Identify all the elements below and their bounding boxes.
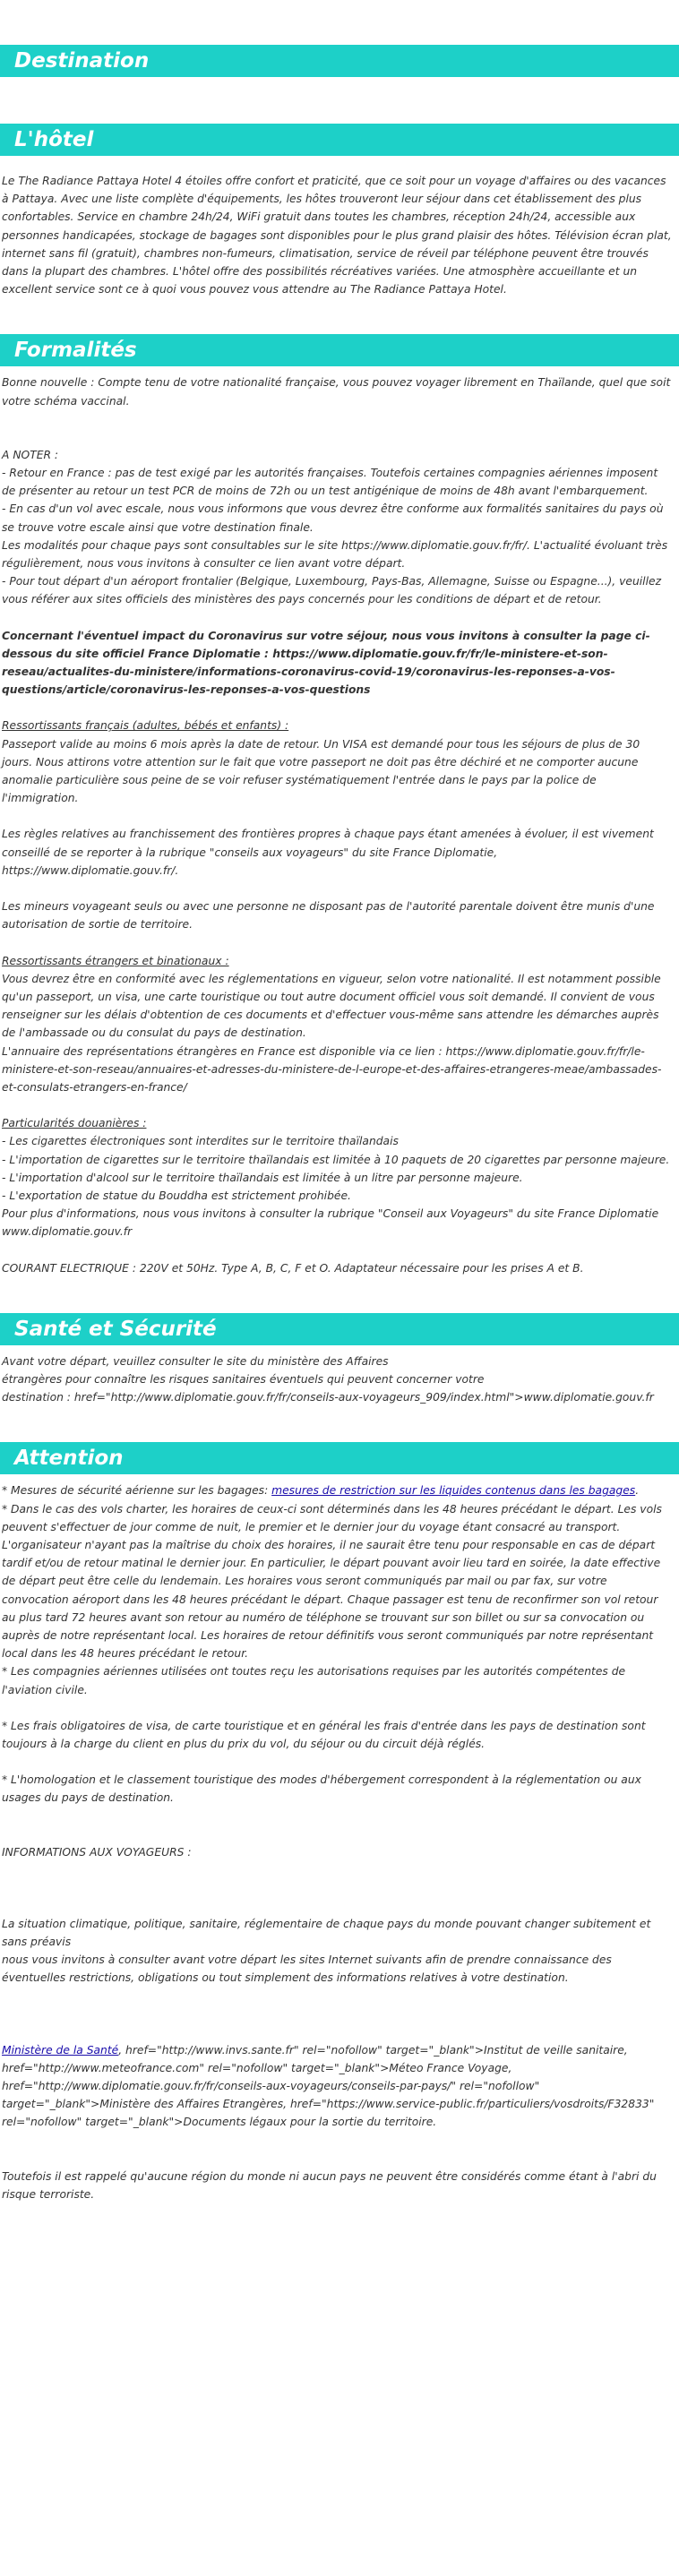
ressortissants-francais-title: Ressortissants français (adultes, bébés et enfants) : xyxy=(2,719,289,733)
douane-line: - L'importation d'alcool sur le territoire thaïlandais est limitée à un litre par personne majeure. xyxy=(2,1171,523,1184)
sante-content xyxy=(0,1352,675,1407)
compagnies-text: * Les compagnies aériennes utilisées ont toutes reçu les autorisations requises par les autorités compétentes de l'aviation civile. xyxy=(2,1665,630,1696)
frontieres-text: Les règles relatives au franchissement des frontières propres à chaque pays étant amenées à évoluer, il est vivement conseillé de se reporter à la rubrique "conseils aux voyageurs" du site France Diplomatie, https://www.diplomatie.gouv.fr/. xyxy=(2,828,658,877)
terroriste-text: Toutefois il est rappelé qu'aucune région du monde ni aucun pays ne peuvent être considérés comme étant à l'abri du risque terroriste. xyxy=(2,2169,660,2201)
douane-line: Pour plus d'informations, nous vous invitons à consulter la rubrique "Conseil aux Voyageurs" du site France Diplomatie www.diplomatie.gouv.fr xyxy=(2,1207,663,1239)
situation-text-2: nous vous invitons à consulter avant votre départ les sites Internet suivants afin de prendre connaissance des éventuelles restrictions, obligations ou tout simplement des informations relatives à votre destination. xyxy=(2,1953,615,1985)
situation-text: La situation climatique, politique, sanitaire, réglementaire de chaque pays du monde pouvant changer subitement et sans préavis xyxy=(2,1917,655,1949)
frais-text: * Les frais obligatoires de visa, de carte touristique et en général les frais d'entrée dans les pays de destination sont toujours à la charge du client en plus du prix du vol, du séjour ou du circuit déjà réglés. xyxy=(2,1719,649,1750)
section-title-formalites: Formalités xyxy=(0,334,679,366)
bagages-prefix: * Mesures de sécurité aérienne sur les bagages: xyxy=(2,1484,272,1498)
homologation-text: * L'homologation et le classement touristique des modes d'hébergement correspondent à la réglementation ou aux usages du pays de destination. xyxy=(2,1773,645,1805)
douane-title: Particularités douanières : xyxy=(2,1117,147,1130)
hotel-description xyxy=(0,172,675,298)
ministere-sante-link[interactable]: Ministère de la Santé xyxy=(2,2043,119,2057)
formalites-content xyxy=(0,374,675,1276)
douane-line: - Les cigarettes électroniques sont interdites sur le territoire thaïlandais xyxy=(2,1135,399,1148)
formalites-intro: Bonne nouvelle : Compte tenu de votre nationalité française, vous pouvez voyager librement en Thaïlande, quel que soit votre schéma vaccinal. xyxy=(2,376,675,408)
bagages-line xyxy=(2,1481,672,1499)
section-title-destination: Destination xyxy=(0,45,679,77)
covid-notice: Concernant l'éventuel impact du Coronavirus sur votre séjour, nous vous invitons à consulter la page ci-dessous du site officiel France Diplomatie : https://www.diplomatie.gouv.fr/fr/le-ministere-et-son-reseau/actualites-du-ministere/informations-coronavirus-covid-19/coronavirus-les-reponses-a-vos-questions/article/coronavirus-les-reponses-a-vos-questions xyxy=(2,629,650,697)
courant-electrique: COURANT ELECTRIQUE : 220V et 50Hz. Type A, B, C, F et O. Adaptateur nécessaire pour les prises A et B. xyxy=(2,1261,584,1275)
sante-line: destination : href="http://www.diplomatie.gouv.fr/fr/conseils-aux-voyageurs_909/index.html">www.diplomatie.gouv.fr xyxy=(2,1391,654,1404)
annuaire-text: L'annuaire des représentations étrangères en France est disponible via ce lien : https://www.diplomatie.gouv.fr/fr/le-ministere-et-son-reseau/annuaires-et-adresses-du-ministere-de-l-europe-et-des-affaires-etrangeres-meae/ambassades-et-consulats-etrangers-en-france/ xyxy=(2,1044,662,1094)
liquides-restriction-link[interactable]: mesures de restriction sur les liquides contenus dans les bagages xyxy=(271,1484,636,1498)
section-title-hotel: L'hôtel xyxy=(0,124,679,156)
nota-line: - Pour tout départ d'un aéroport frontalier (Belgique, Luxembourg, Pays-Bas, Allemagne, Suisse ou Espagne...), veuillez vous référer aux sites officiels des ministères des pays concernés pour les conditions de départ et de retour. xyxy=(2,575,665,606)
nota-line: Les modalités pour chaque pays sont consultables sur le site https://www.diplomatie.gouv.fr/fr/. L'actualité évoluant très régulièrement, nous vous invitons à consulter ce lien avant votre départ. xyxy=(2,538,672,571)
vols-charter-text: * Dans le cas des vols charter, les horaires de ceux-ci sont déterminés dans les 48 heures précédant le départ. Les vols peuvent s'effectuer de jour comme de nuit, le premier et le dernier jour du voyage étant consacré au transport. L'organisateur n'ayant pas la maîtrise du choix des horaires, il ne saurait être tenu pour responsable en cas de départ tardif et/ou de retour matinal le dernier jour. En particulier, le départ pouvant avoir lieu tard en soirée, la date effective de départ peut être celle du lendemain. Les horaires vous seront communiqués par mail ou par fax, sur votre convocation aéroport dans les 48 heures précédant le départ. Chaque passager est tenu de reconfirmer son vol retour au plus tard 72 heures avant son retour au numéro de téléphone se trouvant sur son billet ou sur sa convocation ou auprès de notre représentant local. Les horaires de retour définitifs vous seront communiqués par notre représentant local dans les 48 heures précédant le retour. xyxy=(2,1502,666,1661)
sante-line: étrangères pour connaître les risques sanitaires éventuels qui peuvent concerner votre xyxy=(2,1372,485,1386)
sante-line: Avant votre départ, veuillez consulter le site du ministère des Affaires xyxy=(2,1354,389,1368)
douane-line: - L'exportation de statue du Bouddha est strictement prohibée. xyxy=(2,1189,351,1202)
attention-content xyxy=(0,1481,675,2203)
section-title-sante: Santé et Sécurité xyxy=(0,1313,679,1345)
ministere-links xyxy=(2,2041,672,2132)
section-title-attention: Attention xyxy=(0,1442,679,1474)
informations-voyageurs-title: INFORMATIONS AUX VOYAGEURS : xyxy=(2,1845,192,1859)
bagages-suffix: . xyxy=(635,1484,640,1498)
ressortissants-francais-text: Passeport valide au moins 6 mois après la date de retour. Un VISA est demandé pour tous les séjours de plus de 30 jours. Nous attirons votre attention sur le fait que votre passeport ne doit pas être déchiré et ne comporter aucune anomalie particulière sous peine de se voir refuser systématiquement l'entrée dans le pays par la police de l'immigration. xyxy=(2,737,644,805)
nota-line: - En cas d'un vol avec escale, nous vous informons que vous devrez être conforme aux formalités sanitaires du pays où se trouve votre escale ainsi que votre destination finale. xyxy=(2,502,667,534)
ressortissants-etrangers-title: Ressortissants étrangers et binationaux : xyxy=(2,954,229,967)
ministere-links-rest: , href="http://www.invs.sante.fr" rel="nofollow" target="_blank">Institut de veille sanitaire, href="http://www.meteofrance.com" rel="nofollow" target="_blank">Méteo France Voyage, href="http://www.diplomatie.gouv.fr/fr/conseils-aux-voyageurs/conseils-par-pays/" rel="nofollow" target="_blank">Ministère des Affaires Etrangères, href="https://www.service-public.fr/particuliers/vosdroits/F32833" rel="nofollow" target="_blank">Documents légaux pour la sortie du territoire. xyxy=(2,2043,658,2129)
mineurs-text: Les mineurs voyageant seuls ou avec une personne ne disposant pas de l'autorité parentale doivent être munis d'une autorisation de sortie de territoire. xyxy=(2,900,658,932)
nota-title: A NOTER : xyxy=(2,448,59,461)
nota-line: - Retour en France : pas de test exigé par les autorités françaises. Toutefois certaines compagnies aériennes imposent de présenter au retour un test PCR de moins de 72h ou un test antigénique de moins de 48h avant l'embarquement. xyxy=(2,467,662,498)
ressortissants-etrangers-text: Vous devrez être en conformité avec les réglementations en vigueur, selon votre nationalité. Il est notamment possible qu'un passeport, un visa, une carte touristique ou tout autre document officiel vous soit demandé. Il convient de vous renseigner sur les délais d'obtention de ces documents et d'effectuer vous-même sans attendre les démarches auprès de l'ambassade ou du consulat du pays de destination. xyxy=(2,972,665,1040)
douane-line: - L'importation de cigarettes sur le territoire thaïlandais est limitée à 10 paquets de 20 cigarettes par personne majeure. xyxy=(2,1153,670,1166)
hotel-text: Le The Radiance Pattaya Hotel 4 étoiles offre confort et praticité, que ce soit pour un voyage d'affaires ou des vacances à Pattaya. Avec une liste complète d'équipements, les hôtes trouveront leur séjour dans cet établissement des plus confortables. Service en chambre 24h/24, WiFi gratuit dans toutes les chambres, réception 24h/24, accessible aux personnes handicapées, stockage de bagages sont disponibles pour le plus grand plaisir des hôtes. Télévision écran plat, internet sans fil (gratuit), chambres non-fumeurs, climatisation, service de réveil par téléphone peuvent être trouvés dans la plupart des chambres. L'hôtel offre des possibilités récréatives variées. Une atmosphère accueillante et un excellent service sont ce à quoi vous pouvez vous attendre au The Radiance Pattaya Hotel. xyxy=(2,175,675,296)
